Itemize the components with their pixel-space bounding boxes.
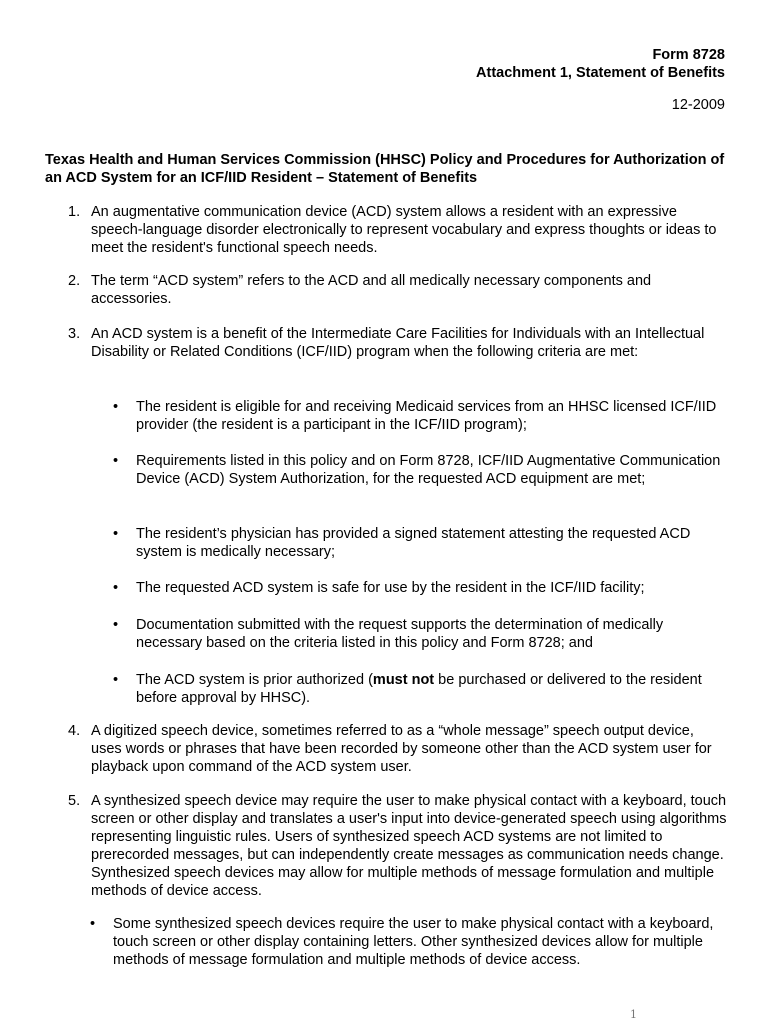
bullet-marker: • (113, 672, 119, 688)
bullet-marker: • (113, 453, 119, 469)
item-number: 3. (68, 326, 81, 342)
item-number: 2. (68, 273, 81, 289)
bullet-text: The resident is eligible for and receiving Medicaid services from an HHSC licensed ICF/IID provider (the resident is a participant in the ICF/IID program); (136, 399, 717, 433)
bullet-marker: • (113, 580, 119, 596)
bullet-text-start: The ACD system is prior authorized ( (136, 672, 373, 688)
list-item (68, 722, 728, 776)
bullet-text: Documentation submitted with the request supports the determination of medically necessary based on the criteria listed in this policy and Form 8728; and (136, 617, 664, 651)
item-text: A digitized speech device, sometimes referred to as a “whole message” speech output device, uses words or phrases that have been recorded by someone other than the ACD system user for playback upon command of the ACD system user. (91, 723, 712, 775)
bullet-marker: • (113, 617, 119, 633)
bullet-marker: • (113, 526, 119, 542)
criteria-bullet (113, 398, 725, 434)
emphasis-must-not: must not (372, 672, 435, 688)
bullet-text: Requirements listed in this policy and on Form 8728, ICF/IID Augmentative Communication Device (ACD) System Authorization, for the requested ACD equipment are met; (136, 453, 721, 487)
item-text: An ACD system is a benefit of the Intermediate Care Facilities for Individuals with an Intellectual Disability or Related Conditions (ICF/IID) program when the following criteria are met: (91, 326, 705, 360)
list-item (68, 272, 728, 308)
criteria-bullet (113, 525, 725, 561)
synth-bullet (90, 915, 730, 969)
item-number: 4. (68, 723, 81, 739)
item-text: An augmentative communication device (ACD) system allows a resident with an expressive speech-language disorder electronically to represent vocabulary and express thoughts or ideas to meet the resident's functional speech needs. (91, 204, 717, 256)
revision-date: 12-2009 (671, 97, 725, 113)
bullet-text: The resident’s physician has provided a signed statement attesting the requested ACD system is medically necessary; (136, 526, 691, 560)
bullet-marker: • (113, 399, 119, 415)
item-number: 5. (68, 793, 81, 809)
bullet-text (136, 671, 725, 707)
bullet-marker: • (90, 916, 96, 932)
criteria-bullet (113, 671, 725, 707)
attachment-title: Attachment 1, Statement of Benefits (476, 65, 725, 81)
bullet-text: The requested ACD system is safe for use by the resident in the ICF/IID facility; (136, 580, 645, 596)
item-text: The term “ACD system” refers to the ACD and all medically necessary components and accessories. (91, 273, 652, 307)
item-text: A synthesized speech device may require the user to make physical contact with a keyboard, touch screen or other display and translates a user's input into device-generated speech using algorithms representing linguistic rules. Users of synthesized speech ACD systems are not limited to prerecorded messages, but can independently create messages as communication needs change. Synthesized speech devices may allow for multiple methods of message formulation and multiple methods of device access. (91, 793, 727, 899)
document-title: Texas Health and Human Services Commission (HHSC) Policy and Procedures for Authorization of an ACD System for an ICF/IID Resident – Statement of Benefits (45, 152, 725, 186)
criteria-bullet (113, 616, 725, 652)
page-number: 1 (630, 1008, 637, 1021)
item-number: 1. (68, 204, 81, 220)
bullet-text: Some synthesized speech devices require the user to make physical contact with a keyboard, touch screen or other display containing letters. Other synthesized devices allow for multiple methods of message formulation and multiple methods of device access. (113, 916, 714, 968)
bullet-text-end: be purchased or delivered to the resident before approval by HHSC). (136, 672, 702, 706)
list-item (68, 203, 728, 257)
criteria-bullet (113, 452, 725, 488)
form-number: Form 8728 (652, 47, 725, 63)
criteria-bullet (113, 579, 725, 597)
list-item (68, 325, 728, 361)
list-item (68, 792, 728, 900)
